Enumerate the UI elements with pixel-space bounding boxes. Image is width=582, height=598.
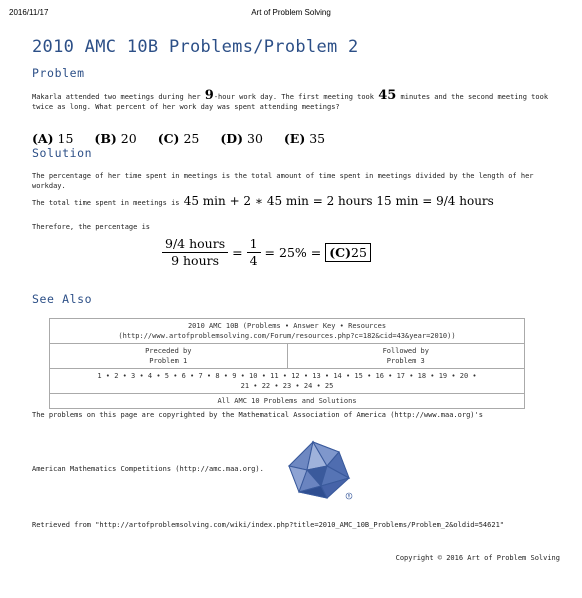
page-title: 2010 AMC 10B Problems/Problem 2: [32, 37, 359, 57]
total-time-equation: 45 min + 2 ∗ 45 min = 2 hours 15 min = 9/4 hours: [183, 194, 494, 208]
next-problem-link[interactable]: Problem 3: [386, 357, 425, 365]
previous-problem-link[interactable]: Problem 1: [149, 357, 188, 365]
retrieved-from: Retrieved from "http://artofproblemsolving.com/wiki/index.php?title=2010_AMC_10B_Problems/Problem_2&oldid=54621": [32, 521, 505, 529]
problem-text-part: minutes and the second meeting took twice as long. What percent of her work day was spent attending meetings?: [32, 93, 549, 111]
maa-icosahedron-logo-icon: [283, 440, 355, 502]
problem-links-line[interactable]: 21 • 22 • 23 • 24 • 25: [240, 382, 334, 390]
copyright-notice-line-2: American Mathematics Competitions (http://amc.maa.org).: [32, 465, 264, 473]
choice-e: (E) 35: [283, 131, 326, 146]
boxed-answer: (C)25: [325, 243, 371, 262]
contest-links-line[interactable]: 2010 AMC 10B (Problems • Answer Key • Resources: [187, 322, 387, 330]
followed-by-cell[interactable]: [287, 344, 525, 369]
solution-para-1: The percentage of her time spent in meetings is the total amount of time spent in meetings divided by the length of her workday.: [32, 172, 534, 190]
print-date: 2016/11/17: [9, 8, 49, 17]
problem-heading: Problem: [32, 66, 85, 80]
preceded-label: Preceded by: [145, 347, 192, 355]
solution-para-3: Therefore, the percentage is: [32, 223, 151, 231]
hours-value: 9: [204, 88, 214, 103]
svg-text:R: R: [347, 493, 351, 499]
solution-heading: Solution: [32, 146, 93, 160]
navigation-table: [49, 318, 525, 409]
print-header: [0, 8, 582, 20]
fraction-numerator: 9/4 hours: [162, 236, 228, 253]
footer-copyright: Copyright © 2016 Art of Problem Solving: [395, 554, 560, 562]
problem-text: [32, 88, 552, 112]
equals-sign: =: [232, 245, 243, 260]
contest-links-cell[interactable]: [50, 319, 525, 344]
see-also-heading: See Also: [32, 292, 93, 306]
copyright-notice-line-1: The problems on this page are copyrighted by the Mathematical Association of America (http://www.maa.org)'s: [32, 411, 483, 419]
fraction-hours: [162, 236, 228, 269]
fraction-numerator: 1: [247, 236, 261, 253]
solution-para-2: [32, 196, 552, 208]
problem-number-links[interactable]: [50, 369, 525, 394]
choice-b: (B) 20: [94, 131, 137, 146]
choice-a: (A) 15: [32, 131, 74, 146]
fraction-denominator: 4: [249, 253, 258, 268]
print-site-name: Art of Problem Solving: [251, 8, 331, 17]
problem-text-part: -hour work day. The first meeting took: [213, 93, 379, 101]
problem-text-part: Makarla attended two meetings during her: [32, 93, 205, 101]
minutes-value: 45: [378, 88, 397, 103]
followed-label: Followed by: [382, 347, 429, 355]
answer-choices: [32, 131, 342, 146]
problem-links-line[interactable]: 1 • 2 • 3 • 4 • 5 • 6 • 7 • 8 • 9 • 10 • 11 • 12 • 13 • 14 • 15 • 16 • 17 • 18 • 19 • 20 •: [97, 372, 477, 380]
preceded-by-cell[interactable]: [50, 344, 288, 369]
choice-c: (C) 25: [157, 131, 200, 146]
percent-equals: = 25% =: [264, 245, 322, 260]
percentage-equation: [162, 236, 371, 269]
fraction-denominator: 9 hours: [171, 253, 220, 268]
choice-d: (D) 30: [220, 131, 263, 146]
all-problems-link[interactable]: All AMC 10 Problems and Solutions: [50, 394, 525, 409]
fraction-quarter: [247, 236, 261, 269]
solution-para-2-text: The total time spent in meetings is: [32, 199, 184, 207]
resources-url[interactable]: (http://www.artofproblemsolving.com/Forum/resources.php?c=182&cid=43&year=2010)): [118, 332, 456, 340]
